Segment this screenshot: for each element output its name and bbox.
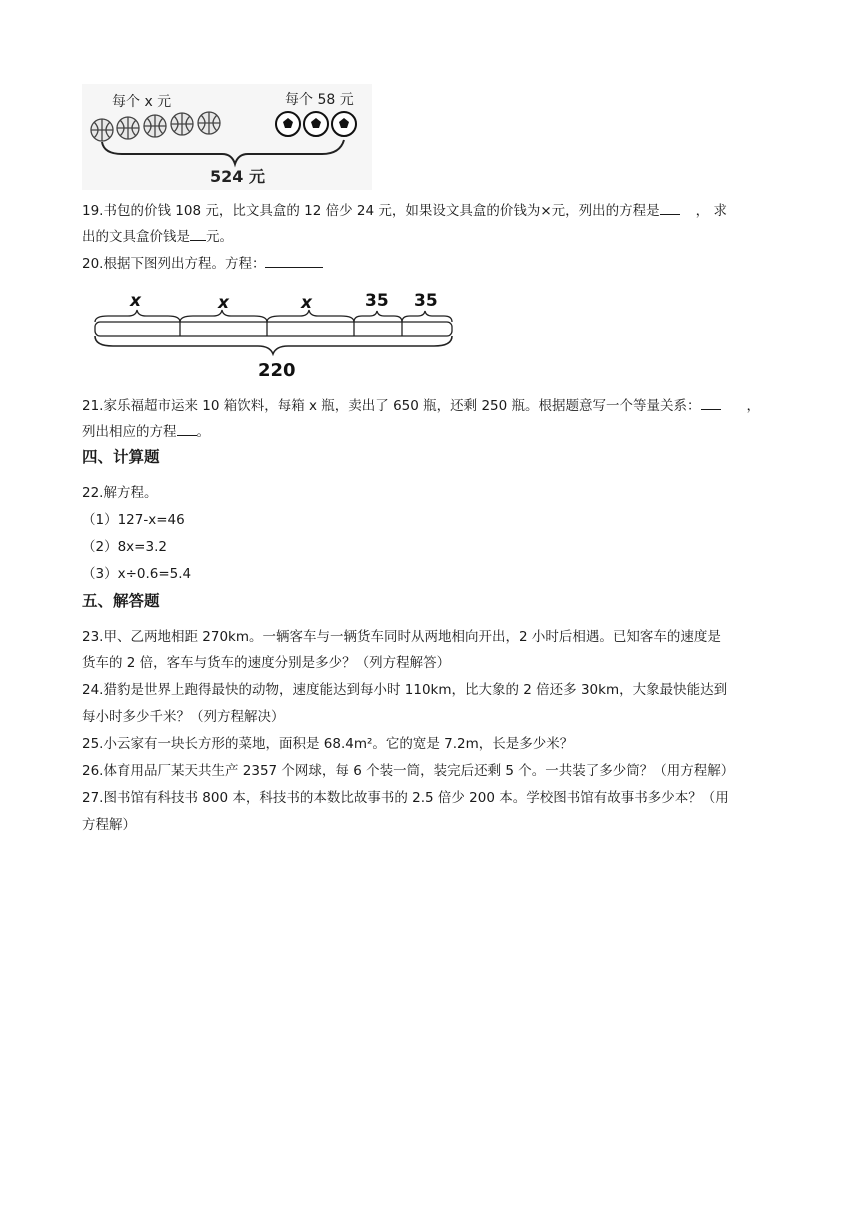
segment-label: 35 bbox=[414, 291, 438, 311]
total-brace bbox=[95, 336, 452, 354]
question-22-title: 22.解方程。 bbox=[82, 485, 158, 501]
soccer-price-label: 每个 58 元 bbox=[285, 92, 354, 108]
answer-blank bbox=[701, 396, 721, 410]
question-21-line-2: 列出相应的方程 。 bbox=[82, 424, 210, 440]
question-21-line-1: 21.家乐福超市运来 10 箱饮料，每箱 x 瓶，卖出了 650 瓶，还剩 250 瓶。根据题意写一个等量关系： ， bbox=[82, 398, 761, 414]
question-26: 26.体育用品厂某天共生产 2357 个网球，每 6 个装一筒，装完后还剩 5 个。一共装了多少筒？（用方程解） bbox=[82, 763, 735, 779]
equation-item: （1）127-x=46 bbox=[82, 512, 185, 528]
segment-top-brace bbox=[402, 311, 452, 322]
segment-label: x bbox=[130, 291, 141, 311]
question-25: 25.小云家有一块长方形的菜地，面积是 68.4m²。它的宽是 7.2m，长是多少米？ bbox=[82, 736, 574, 752]
section-4-heading: 四、计算题 bbox=[82, 448, 160, 466]
basketball-icon bbox=[91, 119, 113, 141]
question-27-line-2: 方程解） bbox=[82, 817, 136, 833]
soccer-ball-icon bbox=[332, 112, 356, 136]
segment-top-brace bbox=[354, 311, 402, 322]
equation-item: （2）8x=3.2 bbox=[82, 539, 167, 555]
total-price-label: 524 元 bbox=[210, 167, 265, 186]
question-20-text: 20.根据下图列出方程。方程： bbox=[82, 256, 266, 272]
basketball-icon bbox=[144, 115, 166, 137]
segment-top-brace bbox=[95, 310, 180, 322]
segment-label: x bbox=[301, 293, 312, 313]
basketball-icon bbox=[198, 112, 220, 134]
answer-blank bbox=[190, 227, 206, 241]
segment-label: 35 bbox=[365, 291, 389, 311]
question-19-line-2: 出的文具盒价钱是 元。 bbox=[82, 229, 233, 245]
question-27-line-1: 27.图书馆有科技书 800 本，科技书的本数比故事书的 2.5 倍少 200 本。学校图书馆有故事书多少本？（用 bbox=[82, 790, 729, 806]
segment-bar bbox=[95, 322, 452, 336]
answer-blank bbox=[177, 422, 197, 436]
segment-label: x bbox=[218, 293, 229, 313]
question-23-line-2: 货车的 2 倍，客车与货车的速度分别是多少？（列方程解答） bbox=[82, 655, 451, 671]
equation-item: （3）x÷0.6=5.4 bbox=[82, 566, 192, 582]
question-19-line-1: 19.书包的价钱 108 元，比文具盒的 12 倍少 24 元，如果设文具盒的价钱为×元，列出的方程是 ， 求 bbox=[82, 203, 727, 219]
soccer-ball-icons bbox=[276, 112, 356, 136]
section-5-heading: 五、解答题 bbox=[82, 592, 160, 610]
soccer-ball-icon bbox=[304, 112, 328, 136]
question-24-line-1: 24.猎豹是世界上跑得最快的动物，速度能达到每小时 110km，比大象的 2 倍还多 30km，大象最快能达到 bbox=[82, 682, 728, 698]
question-20 bbox=[82, 254, 323, 273]
question-21-text: 21.家乐福超市运来 10 箱饮料，每箱 x 瓶，卖出了 650 瓶，还剩 250 瓶。根据题意写一个等量关系： bbox=[82, 398, 701, 414]
soccer-ball-icon bbox=[276, 112, 300, 136]
answer-blank bbox=[265, 254, 323, 268]
basketball-price-label: 每个 x 元 bbox=[112, 94, 172, 110]
segment-total-label: 220 bbox=[258, 360, 296, 381]
question-19-text: 19.书包的价钱 108 元，比文具盒的 12 倍少 24 元，如果设文具盒的价钱为×元，列出的方程是 bbox=[82, 203, 660, 219]
ball-price-figure bbox=[82, 84, 372, 190]
basketball-icon bbox=[117, 117, 139, 139]
question-23-line-1: 23.甲、乙两地相距 270km。一辆客车与一辆货车同时从两地相向开出，2 小时后相遇。已知客车的速度是 bbox=[82, 629, 721, 645]
basketball-icon bbox=[171, 113, 193, 135]
answer-blank bbox=[660, 201, 680, 215]
question-24-line-2: 每小时多少千米？（列方程解决） bbox=[82, 709, 285, 725]
segment-diagram bbox=[88, 284, 460, 382]
